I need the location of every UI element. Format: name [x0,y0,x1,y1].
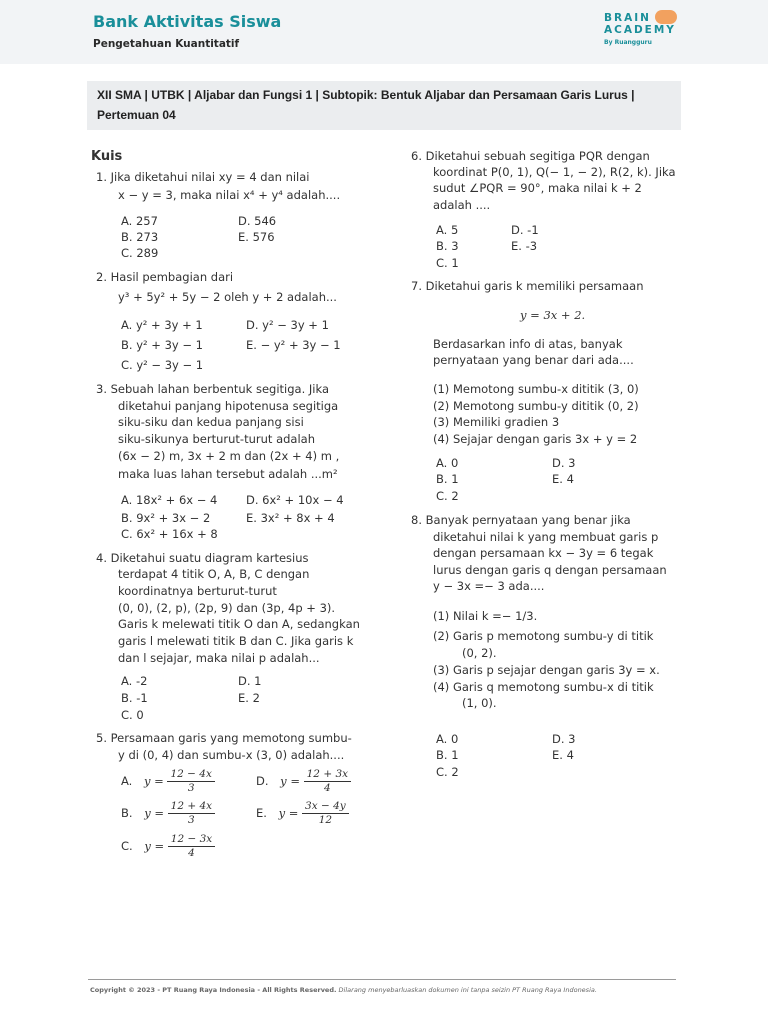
section-title: Kuis [91,149,123,164]
q5-line-2: y di (0, 4) dan sumbu-x (3, 0) adalah.... [118,748,345,762]
q1-line-2: x − y = 3, maka nilai x⁴ + y⁴ adalah.... [118,188,341,202]
q8-line-1: 8. Banyak pernyataan yang benar jika [411,513,631,527]
q3-option-b: B. 9x² + 3x − 2 [121,511,211,525]
footer-copyright: Copyright © 2023 - PT Ruang Raya Indonesia - All Rights Reserved. [90,986,337,994]
q4-option-d: D. 1 [238,674,262,688]
q5-option-b-num: 12 + 4x [168,800,215,814]
q6-line-2: koordinat P(0, 1), Q(− 1, − 2), R(2, k). Jika [433,165,676,179]
q5-option-b-fraction [168,800,215,827]
q8-line-3: dengan persamaan kx − 3y = 6 tegak [433,546,654,560]
q1-line-1: 1. Jika diketahui nilai xy = 4 dan nilai [96,170,310,184]
q6-line-1: 6. Diketahui sebuah segitiga PQR dengan [411,149,650,163]
q3-option-d: D. 6x² + 10x − 4 [246,493,344,507]
q4-option-a: A. -2 [121,674,148,688]
q4-line-4: (0, 0), (2, p), (2p, 9) dan (3p, 4p + 3). [118,601,336,615]
q5-option-d [256,768,351,795]
q1-option-a: A. 257 [121,214,158,228]
q5-option-c-lhs: y = [144,839,165,853]
q5-option-e-label: E. [256,806,267,820]
brand-line-1: BRAIN [604,12,651,24]
footer [90,986,597,994]
q4-line-3: koordinatnya berturut-turut [118,584,277,598]
q7-option-b: B. 1 [436,472,459,486]
q8-option-c: C. 2 [436,765,459,779]
q3-line-3: siku-siku dan kedua panjang sisi [118,415,304,429]
q3-line-4: siku-sikunya berturut-turut adalah [118,432,315,446]
q7-line-3: Berdasarkan info di atas, banyak [433,337,623,351]
q7-statement-4: (4) Sejajar dengan garis 3x + y = 2 [433,432,638,446]
header-subtitle: Pengetahuan Kuantitatif [93,38,240,50]
q5-option-a [121,768,215,795]
q5-option-c-num: 12 − 3x [168,833,215,847]
q5-option-d-den: 4 [324,782,331,794]
q5-option-b-den: 3 [188,814,195,826]
q3-option-c: C. 6x² + 16x + 8 [121,527,218,541]
header-title: Bank Aktivitas Siswa [93,12,282,31]
q7-line-4: pernyataan yang benar dari ada.... [433,353,634,367]
q2-line-2: y³ + 5y² + 5y − 2 oleh y + 2 adalah... [118,290,337,304]
q2-option-a: A. y² + 3y + 1 [121,318,203,332]
q8-option-b: B. 1 [436,748,459,762]
q5-option-e-lhs: y = [278,806,299,820]
q5-option-e-num: 3x − 4y [302,800,349,814]
q5-option-b [121,800,215,827]
q7-equation: y = 3x + 2. [520,308,586,322]
footer-divider [88,979,676,980]
q5-option-d-lhs: y = [280,774,300,788]
brand-line-2: ACADEMY [604,24,676,36]
q4-option-c: C. 0 [121,708,144,722]
q6-option-c: C. 1 [436,256,459,270]
q6-line-4: adalah .... [433,198,491,212]
q6-option-a: A. 5 [436,223,459,237]
q8-line-5: y − 3x =− 3 ada.... [433,579,545,593]
q5-option-c [121,833,215,860]
q4-line-1: 4. Diketahui suatu diagram kartesius [96,551,309,565]
q5-line-1: 5. Persamaan garis yang memotong sumbu- [96,731,352,745]
q3-line-2: diketahui panjang hipotenusa segitiga [118,399,339,413]
q2-option-e: E. − y² + 3y − 1 [246,338,341,352]
q6-option-e: E. -3 [511,239,538,253]
q5-option-d-fraction [304,768,351,795]
q3-line-5: (6x − 2) m, 3x + 2 m dan (2x + 4) m , [118,449,340,463]
q7-option-c: C. 2 [436,489,459,503]
topic-banner: XII SMA | UTBK | Aljabar dan Fungsi 1 | Subtopik: Bentuk Aljabar dan Persamaan Garis Lurus | Pertemuan 04 [87,81,681,130]
q5-option-a-den: 3 [187,782,195,794]
q6-option-d: D. -1 [511,223,539,237]
q7-statement-2: (2) Memotong sumbu-y dititik (0, 2) [433,399,639,413]
q3-line-1: 3. Sebuah lahan berbentuk segitiga. Jika [96,382,329,396]
q4-option-b: B. -1 [121,691,148,705]
q8-statement-3: (3) Garis p sejajar dengan garis 3y = x. [433,663,660,677]
q1-option-c: C. 289 [121,246,159,260]
q5-option-c-den: 4 [188,847,195,859]
q5-option-b-label: B. [121,806,133,820]
q3-option-e: E. 3x² + 8x + 4 [246,511,335,525]
q8-option-a: A. 0 [436,732,459,746]
q5-option-c-label: C. [121,839,133,853]
q2-option-d: D. y² − 3y + 1 [246,318,329,332]
q3-line-6: maka luas lahan tersebut adalah ...m² [118,467,338,481]
q5-option-e-fraction [302,800,349,827]
q7-line-1: 7. Diketahui garis k memiliki persamaan [411,279,644,293]
q2-line-1: 2. Hasil pembagian dari [96,270,234,284]
brand-line-3: By Ruangguru [604,39,652,46]
footer-disclaimer: Dilarang menyebarluaskan dokumen ini tanpa seizin PT Ruang Raya Indonesia. [338,986,597,994]
q7-statement-1: (1) Memotong sumbu-x dititik (3, 0) [433,382,639,396]
q6-option-b: B. 3 [436,239,459,253]
page-header [0,0,768,64]
q2-option-c: C. y² − 3y − 1 [121,358,204,372]
q8-statement-4: (4) Garis q memotong sumbu-x di titik [433,680,654,694]
brand-logo [604,12,684,46]
q7-option-d: D. 3 [552,456,576,470]
q8-statement-1: (1) Nilai k =− 1/3. [433,609,538,623]
q6-line-3: sudut ∠PQR = 90°, maka nilai k + 2 [433,181,642,195]
q1-option-b: B. 273 [121,230,159,244]
q8-statement-2: (2) Garis p memotong sumbu-y di titik [433,629,654,643]
q4-line-2: terdapat 4 titik O, A, B, C dengan [118,567,310,581]
q1-option-d: D. 546 [238,214,277,228]
q5-option-a-num: 12 − 4x [167,768,214,782]
q1-option-e: E. 576 [238,230,275,244]
q5-option-d-label: D. [256,774,269,788]
q5-option-a-lhs: y = [143,774,164,788]
q8-option-e: E. 4 [552,748,574,762]
q3-option-a: A. 18x² + 6x − 4 [121,493,218,507]
q4-option-e: E. 2 [238,691,260,705]
q8-statement-2-cont: (0, 2). [462,646,497,660]
q5-option-e-den: 12 [318,814,333,826]
q5-option-a-fraction [167,768,214,795]
q8-line-2: diketahui nilai k yang membuat garis p [433,530,659,544]
q4-line-5: Garis k melewati titik O dan A, sedangkan [118,617,360,631]
q8-statement-4-cont: (1, 0). [462,696,497,710]
q4-line-7: dan l sejajar, maka nilai p adalah... [118,651,320,665]
q5-option-a-label: A. [121,774,133,788]
q7-option-e: E. 4 [552,472,574,486]
q2-option-b: B. y² + 3y − 1 [121,338,203,352]
q4-line-6: garis l melewati titik B dan C. Jika garis k [118,634,354,648]
q7-option-a: A. 0 [436,456,459,470]
q8-line-4: lurus dengan garis q dengan persamaan [433,563,667,577]
q5-option-b-lhs: y = [144,806,164,820]
q8-option-d: D. 3 [552,732,576,746]
q5-option-e [256,800,349,827]
q5-option-d-num: 12 + 3x [304,768,351,782]
q5-option-c-fraction [168,833,215,860]
q7-statement-3: (3) Memiliki gradien 3 [433,415,560,429]
